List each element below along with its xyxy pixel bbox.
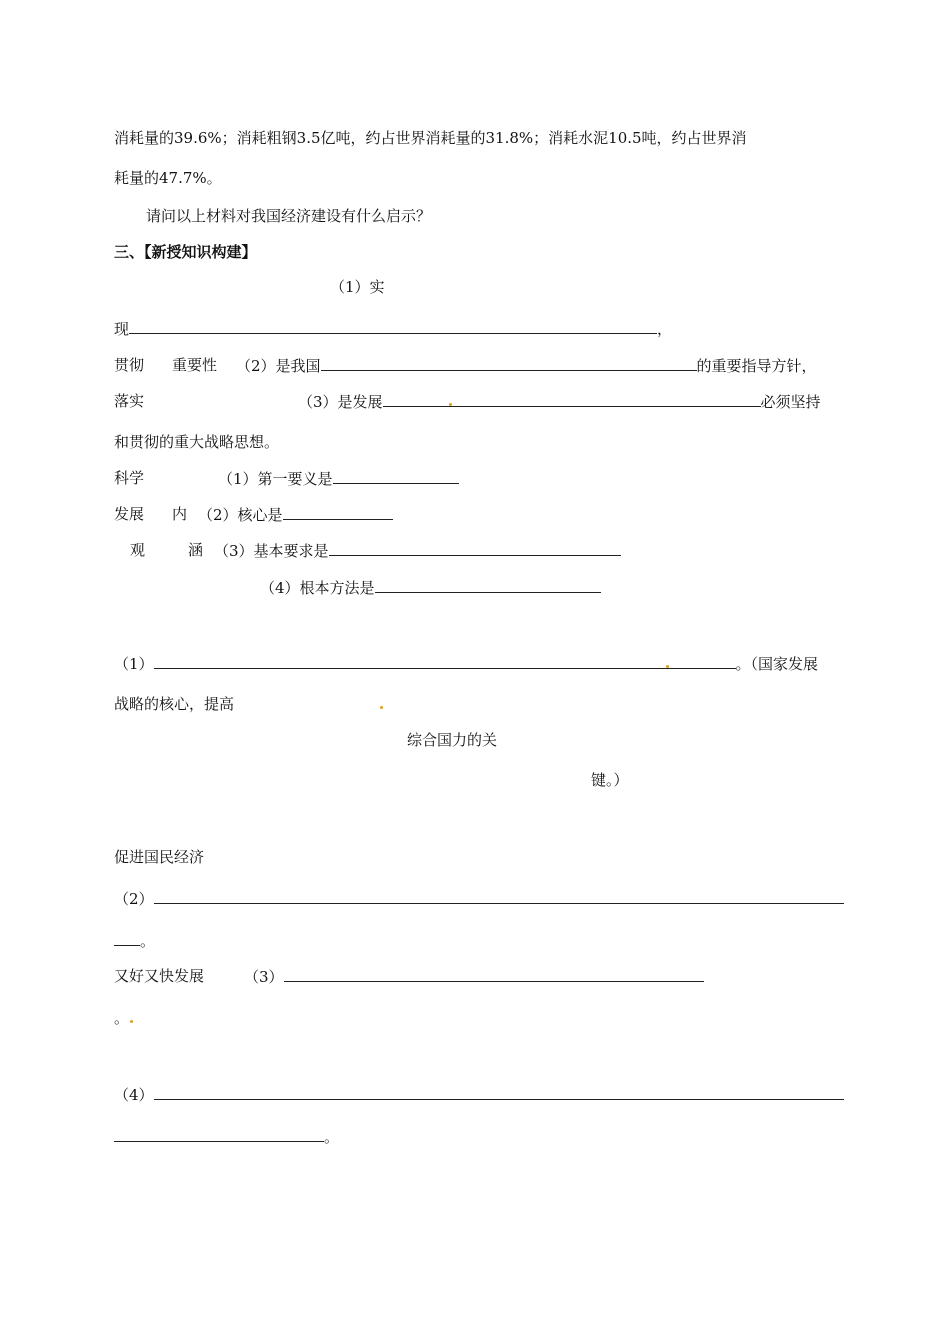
development-item4-end: 。 <box>324 1128 340 1146</box>
connotation-left-1: 科学 <box>114 469 145 487</box>
importance-item1-cont: 现 <box>114 320 130 338</box>
connotation-item1: （1）第一要义是 <box>218 470 333 488</box>
importance-item3-label: （3）是发展 <box>298 393 383 411</box>
connotation-item2: （2）核心是 <box>198 506 283 524</box>
connotation-item4: （4）根本方法是 <box>260 579 375 597</box>
importance-left-2: 落实 <box>114 392 145 410</box>
development-item1-line <box>114 653 818 674</box>
importance-item3-line <box>298 391 821 412</box>
development-item1-end: 。（国家发展 <box>735 655 819 673</box>
development-item1-cont: 战略的核心，提高 <box>114 695 235 713</box>
blank-connotation-1[interactable] <box>333 468 459 484</box>
connotation-left-2: 发展 <box>114 505 145 523</box>
connotation-item3: （3）基本要求是 <box>214 542 329 560</box>
blank-development-2b[interactable] <box>114 930 140 946</box>
development-item1-cont3: 键。） <box>591 771 629 789</box>
blank-development-4[interactable] <box>154 1084 844 1100</box>
connotation-item2-line <box>198 504 393 525</box>
blank-importance-3[interactable] <box>383 391 761 407</box>
blank-connotation-3[interactable] <box>329 540 621 556</box>
importance-item1-label: （1）实 <box>330 278 385 296</box>
blank-development-4b[interactable] <box>114 1126 324 1142</box>
importance-item3-cont: 和贯彻的重大战略思想。 <box>114 433 280 451</box>
connotation-mid-1: 内 <box>172 505 188 523</box>
development-item3-end: 。 <box>114 1009 130 1027</box>
blank-development-3[interactable] <box>284 966 704 982</box>
stray-mark <box>666 665 669 668</box>
stray-mark <box>449 403 452 406</box>
connotation-item4-line <box>260 577 601 598</box>
importance-item3-end: 必须坚持 <box>760 393 821 411</box>
intro-question: 请问以上材料对我国经济建设有什么启示？ <box>146 207 432 225</box>
development-item4-cont-line <box>114 1126 339 1147</box>
development-item1-label: （1） <box>114 655 154 673</box>
development-item4-line <box>114 1084 844 1105</box>
blank-connotation-2[interactable] <box>283 504 393 520</box>
development-item2-label: （2） <box>114 890 154 908</box>
development-item2-end: 。 <box>140 932 156 950</box>
blank-importance-2[interactable] <box>321 355 697 371</box>
connotation-mid-2: 涵 <box>188 541 204 559</box>
blank-importance-1[interactable] <box>129 318 657 334</box>
intro-line-1: 消耗量的39.6%；消耗粗钢3.5亿吨，约占世界消耗量的31.8%；消耗水泥10.5吨，约占世界消 <box>114 129 747 147</box>
importance-item1-end: ， <box>657 320 673 338</box>
development-left: 促进国民经济 <box>114 848 205 866</box>
blank-development-2[interactable] <box>154 888 844 904</box>
importance-mid: 重要性 <box>172 356 218 374</box>
blank-development-1[interactable] <box>154 653 736 669</box>
importance-item2-end: 的重要指导方针， <box>696 357 817 375</box>
development-item3-label: （3） <box>244 968 284 986</box>
section-title: 三、【新授知识构建】 <box>114 243 257 261</box>
connotation-left-3: 观 <box>130 541 146 559</box>
importance-item2-line <box>236 355 817 376</box>
stray-mark <box>130 1020 133 1023</box>
development-item3-line <box>244 966 704 987</box>
importance-item1-line <box>114 318 672 339</box>
development-item4-label: （4） <box>114 1086 154 1104</box>
development-item2-cont-line <box>114 930 155 951</box>
development-item1-cont2: 综合国力的关 <box>407 731 498 749</box>
importance-item2-label: （2）是我国 <box>236 357 321 375</box>
intro-line-2: 耗量的47.7%。 <box>114 169 222 187</box>
importance-left-1: 贯彻 <box>114 356 145 374</box>
development-item2-line <box>114 888 844 909</box>
blank-connotation-4[interactable] <box>375 577 601 593</box>
development-left-2: 又好又快发展 <box>114 967 205 985</box>
stray-mark <box>380 706 383 709</box>
connotation-item1-line <box>218 468 459 489</box>
connotation-item3-line <box>214 540 621 561</box>
